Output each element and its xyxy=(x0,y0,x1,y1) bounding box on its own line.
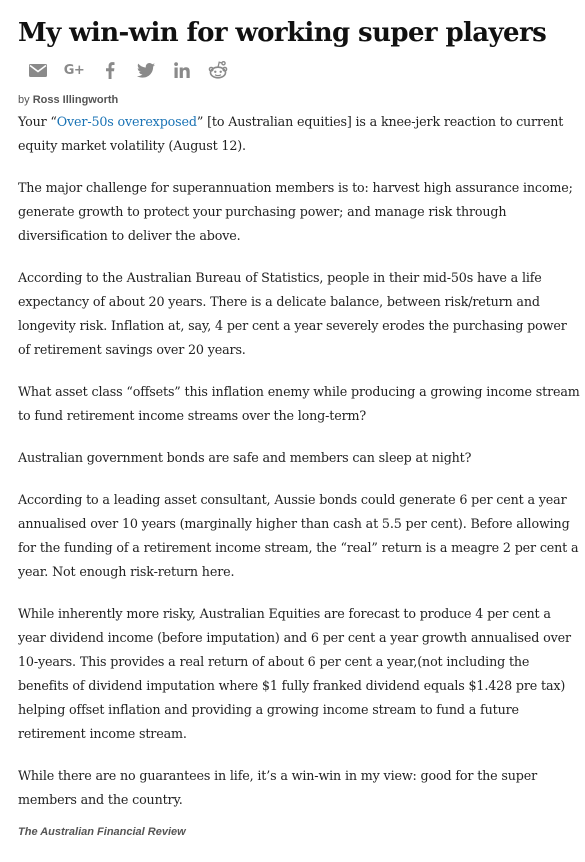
paragraph: What asset class “offsets” this inflation enemy while producing a growing income stream to fund retirement income streams over the long-term? xyxy=(18,384,580,423)
paragraph xyxy=(18,110,580,158)
byline xyxy=(18,94,118,106)
linkedin-icon[interactable] xyxy=(172,60,192,80)
google-plus-icon[interactable] xyxy=(64,60,84,80)
related-article-link[interactable]: Over-50s overexposed xyxy=(56,114,197,129)
facebook-icon[interactable] xyxy=(100,60,120,80)
google-plus-glyph: G+ xyxy=(63,62,85,78)
paragraph-text: Your “ xyxy=(18,114,57,129)
author-name[interactable]: Ross Illingworth xyxy=(32,94,119,106)
article-body xyxy=(18,110,580,830)
byline-prefix: by xyxy=(18,94,30,106)
source-credit: The Australian Financial Review xyxy=(18,826,186,838)
paragraph-text: ” [to Australian equities] is a knee-jerk reaction to current equity market volatility (August 12). xyxy=(18,114,564,153)
share-bar xyxy=(28,60,244,80)
paragraph: Australian government bonds are safe and members can sleep at night? xyxy=(18,450,472,465)
paragraph: The major challenge for superannuation members is to: harvest high assurance income; generate growth to protect your purchasing power; and manage risk through diversification to deliver the above. xyxy=(18,180,573,243)
paragraph: While inherently more risky, Australian Equities are forecast to produce 4 per cent a year dividend income (before imputation) and 6 per cent a year growth annualised over 10-years. This provides a real return of about 6 per cent a year,(not including the benefits of dividend imputation where $1 fully franked dividend equals $1.428 pre tax) helping offset inflation and providing a growing income stream to fund a future retirement income stream. xyxy=(18,606,571,741)
paragraph: While there are no guarantees in life, it’s a win-win in my view: good for the super members and the country. xyxy=(18,768,538,807)
paragraph: According to a leading asset consultant, Aussie bonds could generate 6 per cent a year annualised over 10 years (marginally higher than cash at 5.5 per cent). Before allowing for the funding of a retirement income stream, the “real” return is a meagre 2 per cent a year. Not enough risk-return here. xyxy=(18,492,579,579)
paragraph: According to the Australian Bureau of Statistics, people in their mid-50s have a life expectancy of about 20 years. There is a delicate balance, between risk/return and longevity risk. Inflation at, say, 4 per cent a year severely erodes the purchasing power of retirement savings over 20 years. xyxy=(18,270,567,357)
email-icon[interactable] xyxy=(28,60,48,80)
twitter-icon[interactable] xyxy=(136,60,156,80)
article-title: My win-win for working super players xyxy=(18,18,547,48)
reddit-icon[interactable] xyxy=(208,60,228,80)
